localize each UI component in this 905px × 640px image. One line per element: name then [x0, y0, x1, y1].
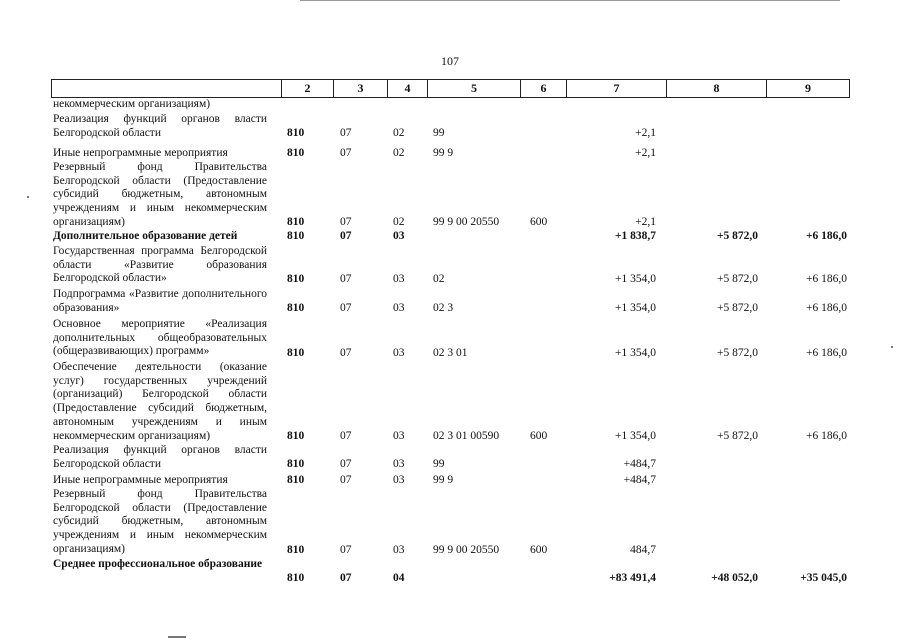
cell-grbs: 810 [287, 216, 305, 228]
row-description: Реализация функций органов власти Белгородской области [53, 444, 267, 470]
cell-section: 07 [340, 302, 352, 314]
cell-section: 07 [340, 474, 352, 486]
cell-subsection: 03 [393, 273, 405, 285]
cell-col7: +1 354,0 [615, 273, 656, 285]
cell-col7: +484,7 [623, 458, 656, 470]
cell-col7: +1 838,7 [614, 230, 656, 242]
cell-section: 07 [340, 127, 352, 139]
page-number: 107 [441, 54, 459, 68]
cell-grbs: 810 [287, 544, 305, 556]
scan-speck [27, 196, 29, 198]
cell-target: 02 3 [433, 302, 454, 314]
cell-subsection: 02 [393, 216, 405, 228]
row-description: Иные непрограммные мероприятия [53, 474, 228, 486]
cell-subsection: 03 [393, 458, 405, 470]
cell-target: 99 9 00 20550 [433, 216, 500, 228]
cell-subsection: 03 [393, 347, 405, 359]
cell-grbs: 810 [287, 230, 305, 242]
cell-section: 07 [340, 572, 352, 584]
cell-target: 99 9 00 20550 [433, 544, 500, 556]
cell-col7: +484,7 [623, 474, 656, 486]
cell-col7: +83 491,4 [609, 572, 656, 584]
cell-target: 99 [433, 127, 445, 139]
header-cell-8: 8 [666, 80, 766, 97]
header-cell-5: 5 [427, 80, 520, 97]
header-cell-3: 3 [333, 80, 387, 97]
row-description: Иные непрограммные мероприятия [53, 147, 228, 159]
row-description: Дополнительное образование детей [53, 230, 238, 242]
cell-subsection: 03 [393, 474, 405, 486]
cell-col9: +6 186,0 [806, 430, 847, 442]
cell-subsection: 04 [393, 572, 405, 584]
cell-grbs: 810 [287, 458, 305, 470]
header-cell-9: 9 [766, 80, 849, 97]
cell-col9: +6 186,0 [806, 347, 847, 359]
cell-grbs: 810 [287, 147, 305, 159]
cell-expense-type: 600 [530, 544, 548, 556]
row-description: некоммерческим организациям) [53, 98, 211, 110]
cell-col8: +5 872,0 [717, 302, 758, 314]
cell-grbs: 810 [287, 572, 305, 584]
header-cell-2: 2 [281, 80, 333, 97]
cell-grbs: 810 [287, 430, 305, 442]
cell-target: 02 3 01 [433, 347, 468, 359]
header-cell-7: 7 [566, 80, 666, 97]
cell-grbs: 810 [287, 474, 305, 486]
cell-subsection: 02 [393, 147, 405, 159]
cell-col9: +6 186,0 [806, 273, 847, 285]
cell-expense-type: 600 [530, 216, 548, 228]
cell-col7: +2,1 [635, 127, 656, 139]
cell-target: 02 3 01 00590 [433, 430, 500, 442]
cell-section: 07 [340, 430, 352, 442]
cell-target: 99 9 [433, 474, 454, 486]
cell-section: 07 [340, 147, 352, 159]
cell-subsection: 03 [393, 544, 405, 556]
cell-col8: +5 872,0 [717, 273, 758, 285]
cell-grbs: 810 [287, 273, 305, 285]
top-rule [300, 0, 840, 1]
cell-subsection: 03 [393, 230, 405, 242]
cell-subsection: 03 [393, 430, 405, 442]
cell-col9: +6 186,0 [805, 230, 847, 242]
table-header [51, 79, 850, 98]
cell-expense-type: 600 [530, 430, 548, 442]
header-cell-6: 6 [520, 80, 566, 97]
scan-speck [168, 636, 186, 638]
cell-col8: +5 872,0 [717, 347, 758, 359]
cell-col7: +1 354,0 [615, 347, 656, 359]
cell-col8: +48 052,0 [711, 572, 758, 584]
cell-subsection: 03 [393, 302, 405, 314]
row-description: Среднее профессиональное образование [53, 558, 263, 570]
cell-col9: +6 186,0 [806, 302, 847, 314]
row-description: Резервный фонд Правительства Белгородской области (Предоставление субсидий бюджетным, автономным учреждениям и иным некоммерческим организациям) [53, 488, 267, 555]
row-description: Основное мероприятие «Реализация дополнительных общеобразовательных (общеразвивающих) программ» [53, 318, 267, 358]
cell-target: 99 9 [433, 147, 454, 159]
cell-col8: +5 872,0 [716, 230, 758, 242]
cell-target: 02 [433, 273, 445, 285]
cell-col7: +2,1 [635, 147, 656, 159]
cell-col7: +1 354,0 [615, 430, 656, 442]
header-cell-4: 4 [387, 80, 427, 97]
cell-grbs: 810 [287, 347, 305, 359]
cell-section: 07 [340, 458, 352, 470]
cell-section: 07 [340, 347, 352, 359]
cell-section: 07 [340, 544, 352, 556]
cell-subsection: 02 [393, 127, 405, 139]
row-description: Государственная программа Белгородской области «Развитие образования Белгородской области» [53, 245, 267, 285]
row-description: Подпрограмма «Развитие дополнительного образования» [53, 288, 267, 314]
cell-grbs: 810 [287, 302, 305, 314]
cell-target: 99 [433, 458, 445, 470]
cell-section: 07 [340, 216, 352, 228]
scan-speck [891, 346, 893, 348]
row-description: Резервный фонд Правительства Белгородской области (Предоставление субсидий бюджетным, автономным учреждениям и иным некоммерческим организациям) [53, 161, 267, 228]
cell-col7: 484,7 [630, 544, 656, 556]
cell-section: 07 [340, 273, 352, 285]
cell-col7: +2,1 [635, 216, 656, 228]
row-description: Реализация функций органов власти Белгородской области [53, 113, 267, 139]
cell-col7: +1 354,0 [615, 302, 656, 314]
cell-grbs: 810 [287, 127, 305, 139]
cell-section: 07 [340, 230, 352, 242]
row-description: Обеспечение деятельности (оказание услуг) государственных учреждений (организаций) Белгородской области (Предоставление субсидий бюджетным, автономным учреждениям и иным некоммерческим организациям) [53, 361, 267, 442]
header-cell-1 [52, 80, 281, 97]
cell-col9: +35 045,0 [800, 572, 847, 584]
cell-col8: +5 872,0 [717, 430, 758, 442]
